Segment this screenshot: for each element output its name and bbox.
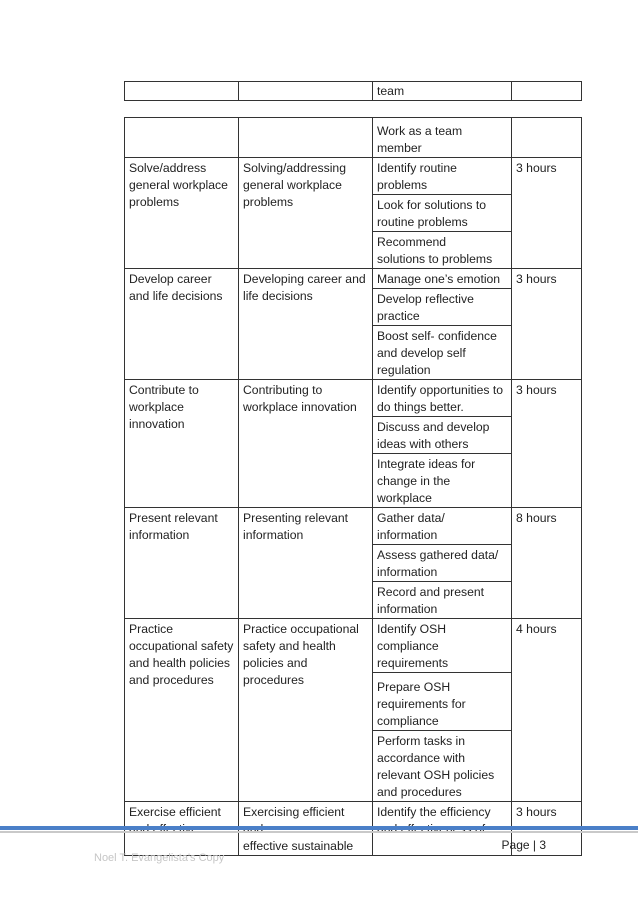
unit-cell: Solve/address general workplace problems xyxy=(125,158,239,269)
table-cell xyxy=(512,82,582,101)
table-cell: Work as a team member xyxy=(373,118,512,158)
item-cell: Discuss and develop ideas with others xyxy=(373,417,512,454)
outcome-cell: Developing career and life decisions xyxy=(239,269,373,380)
item-cell: Identify routine problems xyxy=(373,158,512,195)
continued-table-fragment xyxy=(124,81,582,101)
hours-cell: 8 hours xyxy=(512,508,582,619)
unit-cell: Exercise efficient xyxy=(125,802,239,856)
table-row xyxy=(125,158,582,195)
hours-cell: 3 hours xyxy=(512,269,582,380)
unit-cell: Develop career and life decisions xyxy=(125,269,239,380)
table-cell: team xyxy=(373,82,512,101)
outcome-cell: Contributing to workplace innovation xyxy=(239,380,373,508)
table-row xyxy=(125,508,582,545)
unit-cell: Practice occupational safety and health policies and procedures xyxy=(125,619,239,802)
item-cell: Prepare OSH requirements for compliance xyxy=(373,673,512,731)
page-number: Page | 3 xyxy=(501,838,546,852)
item-cell: Record and present information xyxy=(373,582,512,619)
table-row xyxy=(125,82,582,101)
item-cell: Look for solutions to routine problems xyxy=(373,195,512,232)
item-cell: Develop reflective practice xyxy=(373,289,512,326)
item-cell: Assess gathered data/ information xyxy=(373,545,512,582)
footer-divider xyxy=(0,826,638,830)
hours-cell: 3 hours xyxy=(512,802,582,856)
table-cell xyxy=(125,118,239,158)
outcome-cell: Practice occupational safety and health policies and procedures xyxy=(239,619,373,802)
hours-cell: 3 hours xyxy=(512,380,582,508)
competency-table xyxy=(124,117,582,856)
item-cell: Gather data/ information xyxy=(373,508,512,545)
item-cell: Identify opportunities to do things better. xyxy=(373,380,512,417)
outcome-cell: Presenting relevant information xyxy=(239,508,373,619)
item-cell: Integrate ideas for change in the workplace xyxy=(373,454,512,508)
table-cell xyxy=(512,118,582,158)
item-cell: Recommend solutions to problems xyxy=(373,232,512,269)
item-cell: Perform tasks in accordance with relevant OSH policies and procedures xyxy=(373,731,512,802)
unit-cell: Contribute to workplace innovation xyxy=(125,380,239,508)
watermark: Noel T. Evangelista's Copy xyxy=(94,852,225,864)
unit-cell: Present relevant information xyxy=(125,508,239,619)
outcome-cell: Solving/addressing general workplace problems xyxy=(239,158,373,269)
hours-cell: 4 hours xyxy=(512,619,582,802)
item-cell: Identify OSH compliance requirements xyxy=(373,619,512,673)
outcome-cell: Exercising efficient effective sustainable xyxy=(239,802,373,856)
item-cell: Identify the efficiency xyxy=(373,802,512,856)
hours-cell: 3 hours xyxy=(512,158,582,269)
table-row xyxy=(125,619,582,673)
table-row xyxy=(125,380,582,417)
table-row xyxy=(125,118,582,158)
item-cell: Boost self- confidence and develop self regulation xyxy=(373,326,512,380)
item-cell: Manage one’s emotion xyxy=(373,269,512,289)
footer-shadow-line xyxy=(0,831,638,833)
table-cell xyxy=(239,118,373,158)
table-cell xyxy=(125,82,239,101)
table-row xyxy=(125,269,582,289)
table-cell xyxy=(239,82,373,101)
